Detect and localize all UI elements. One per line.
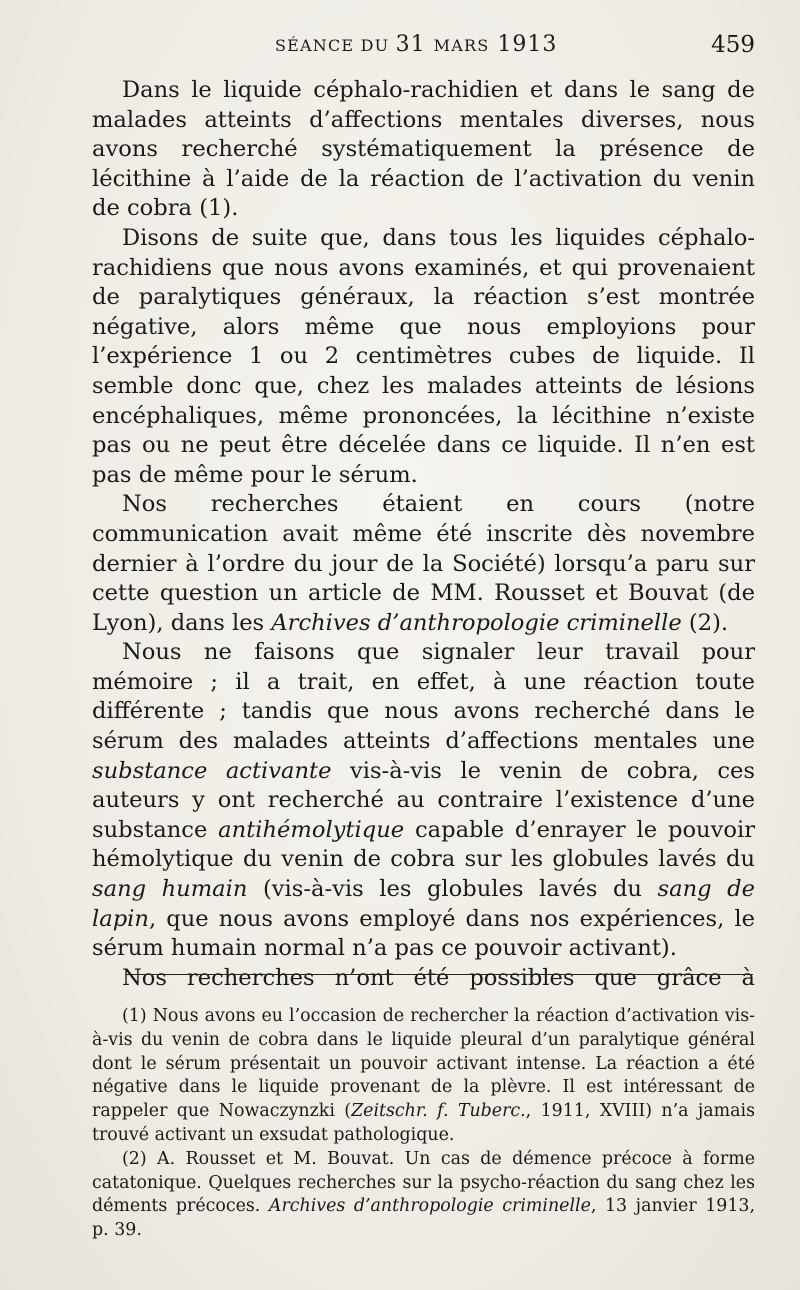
text-segment: (vis-à-vis les globules lavés du: [247, 876, 658, 903]
italic-text: Archives d’anthropologie criminelle: [268, 1196, 591, 1217]
text-segment: (2) A. Rousset et M. Bouvat. Un cas de démence précoce à forme catatonique. Quelques recherches sur la psycho-réaction du sang chez les déments précoces.: [92, 1148, 755, 1217]
italic-text: sang de lapin: [92, 876, 755, 932]
page-header: [90, 32, 755, 72]
running-head: [275, 32, 557, 57]
italic-text: substance activante: [92, 757, 332, 784]
running-head-session: SÉANCE DU: [275, 36, 396, 55]
paragraph-p3: [92, 490, 755, 638]
footnote-divider: [126, 974, 753, 975]
running-head-month: MARS: [433, 36, 490, 55]
text-segment: Disons de suite que, dans tous les liquides céphalo-rachidiens que nous avons examinés, et qui provenaient de paralytiques généraux, la réaction s’est montrée négative, alors même que nous employions pour l’expérience 1 ou 2 centimètres cubes de liquide. Il semble donc que, chez les malades atteints de lésions encéphaliques, même prononcées, la lécithine n’existe pas ou ne peut être décelée dans ce liquide. Il n’en est pas de même pour le sérum.: [92, 224, 755, 488]
footnote-fn1: [92, 1005, 755, 1148]
running-head-year: 1913: [489, 32, 558, 57]
footnotes: [92, 1005, 755, 1243]
italic-text: Zeitschr. f. Tuberc.: [351, 1101, 526, 1122]
text-segment: Nos recherches étaient en cours (notre communication avait même été inscrite dès novembre dernier à l’ordre du jour de la Société) lorsqu’a paru sur cette question un article de MM. Rousset et Bouvat (de Lyon), dans les: [92, 491, 755, 636]
paragraph-p1: [92, 76, 755, 224]
text-segment: Nous ne faisons que signaler leur travail pour mémoire ; il a trait, en effet, à une réaction toute différente ; tandis que nous avons recherché dans le sérum des malades atteints d’affections mentales une: [92, 639, 755, 755]
main-text: [92, 76, 755, 993]
italic-text: antihémolytique: [218, 816, 405, 843]
text-segment: Nos recherches n’ont été possibles que grâce à: [122, 964, 755, 991]
page-number: 459: [711, 32, 755, 58]
paragraph-p4: [92, 638, 755, 964]
paragraph-p5: [92, 964, 755, 994]
text-segment: (2).: [681, 609, 729, 636]
text-segment: , 1911, XVIII) n’a jamais trouvé activant un exsudat pathologique.: [92, 1101, 755, 1145]
text-segment: , que nous avons employé dans nos expériences, le sérum humain normal n’a pas ce pouvoir activant).: [92, 905, 755, 962]
paragraph-p2: [92, 224, 755, 490]
text-segment: , 13 janvier 1913, p. 39.: [92, 1196, 755, 1241]
footnote-fn2: [92, 1148, 755, 1243]
text-segment: (1) Nous avons eu l’occasion de rechercher la réaction d’activation vis-à-vis du venin de cobra dans le liquide pleural d’un paralytique général dont le sérum présentait un pouvoir activant intense. La réaction a été négative dans le liquide provenant de la plèvre. Il est intéressant de rappeler que Nowaczynzki (: [92, 1006, 755, 1122]
running-head-day: 31: [395, 32, 434, 57]
italic-text: sang humain: [92, 876, 248, 903]
text-segment: Dans le liquide céphalo-rachidien et dans le sang de malades atteints d’affections mentales diverses, nous avons recherché systématiquement la présence de lécithine à l’aide de la réaction de l’activation du venin de cobra (1).: [92, 77, 755, 222]
text-segment: vis-à-vis le venin de cobra, ces auteurs y ont recherché au contraire l’existence d’une substance: [92, 757, 755, 843]
italic-text: Archives d’anthropologie criminelle: [271, 609, 682, 636]
text-segment: capable d’enrayer le pouvoir hémolytique du venin de cobra sur les globules lavés du: [92, 816, 755, 873]
